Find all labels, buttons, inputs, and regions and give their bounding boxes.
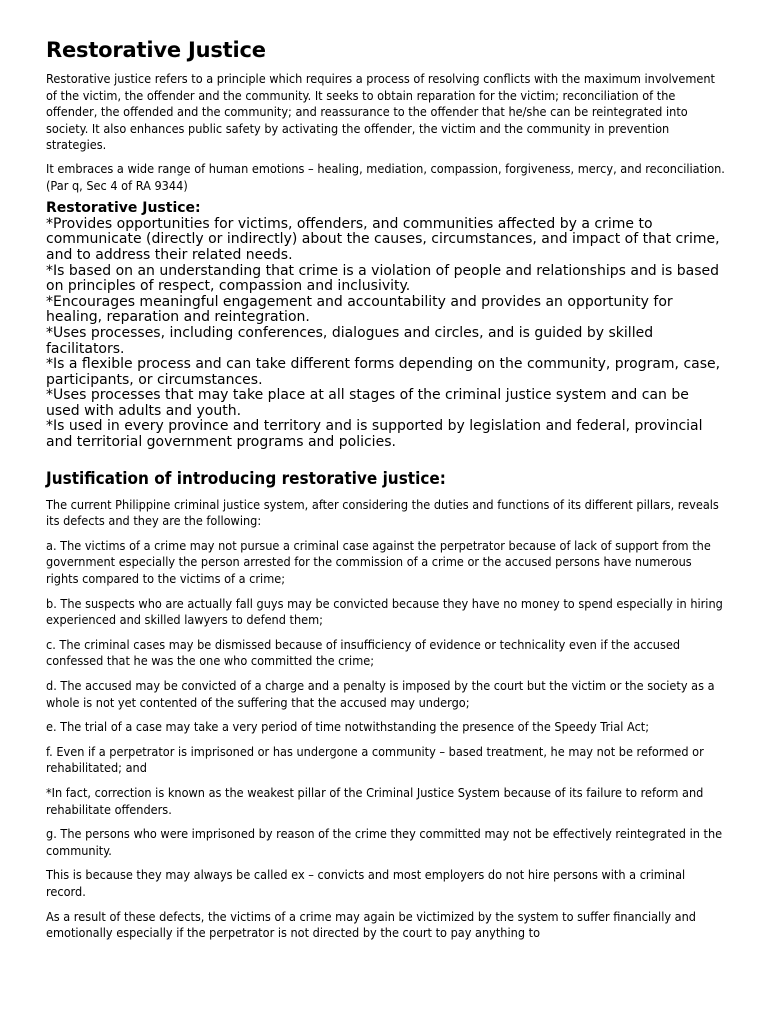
list-item: *Is based on an understanding that crime is a violation of people and relationships and is based on principles of respect, compassion and inclusivity. xyxy=(46,262,720,295)
intro-paragraph: It embraces a wide range of human emotions – healing, mediation, compassion, forgiveness, mercy, and reconciliation. (Par q, Sec 4 of RA 9344) xyxy=(46,160,725,193)
document-page xyxy=(46,36,726,950)
lead-paragraph: The current Philippine criminal justice system, after considering the duties and functions of its different pillars, reveals its defects and they are the following: xyxy=(46,496,719,529)
list-item: e. The trial of a case may take a very period of time notwithstanding the presence of the Speedy Trial Act; xyxy=(46,719,650,735)
body-paragraph: This is because they may always be called ex – convicts and most employers do not hire persons with a criminal record. xyxy=(46,867,686,899)
intro-paragraph: Restorative justice refers to a principle which requires a process of resolving conflicts with the maximum involvement of the victim, the offender and the community. It seeks to obtain reparation for the victim; reconciliation of the offender, the offended and the community; and reassurance to the offender that he/she can be reintegrated into society. It also enhances public safety by activating the offender, the victim and the community in prevention strategies. xyxy=(46,71,715,153)
list-item: *Provides opportunities for victims, offenders, and communities affected by a crime to communicate (directly or indirectly) about the causes, circumstances, and impact of that crime, and to address their related needs. xyxy=(46,215,720,263)
list-item: *Is a flexible process and can take different forms depending on the community, program, case, participants, or circumstances. xyxy=(46,356,721,388)
note-paragraph: *In fact, correction is known as the weakest pillar of the Criminal Justice System because of its failure to reform and rehabilitate offenders. xyxy=(46,784,704,817)
list-item: *Encourages meaningful engagement and accountability and provides an opportunity for healing, reparation and reintegration. xyxy=(46,293,673,326)
list-item: *Uses processes that may take place at all stages of the criminal justice system and can be used with adults and youth. xyxy=(46,387,689,419)
restorative-justice-list xyxy=(46,201,726,451)
section-heading: Justification of introducing restorative justice: xyxy=(46,468,446,489)
page-title: Restorative Justice xyxy=(46,38,266,62)
list-item: g. The persons who were imprisoned by reason of the crime they committed may not be effectively reintegrated in the community. xyxy=(46,826,723,858)
list-item: b. The suspects who are actually fall guys may be convicted because they have no money to spend especially in hiring experienced and skilled lawyers to defend them; xyxy=(46,595,723,628)
list-item: c. The criminal cases may be dismissed because of insufficiency of evidence or technicality even if the accused confessed that he was the one who committed the crime; xyxy=(46,636,681,669)
list-item: d. The accused may be convicted of a charge and a penalty is imposed by the court but the victim or the society as a whole is not yet contented of the suffering that the accused may undergo; xyxy=(46,678,715,710)
list-item: *Is used in every province and territory and is supported by legislation and federal, provincial and territorial government programs and policies. xyxy=(46,418,703,451)
body-paragraph: As a result of these defects, the victims of a crime may again be victimized by the system to suffer financially and emotionally especially if the perpetrator is not directed by the court to pay anything to xyxy=(46,908,696,941)
section-heading: Restorative Justice: xyxy=(46,200,201,217)
list-item: f. Even if a perpetrator is imprisoned or has undergone a community – based treatment, he may not be reformed or rehabilitated; and xyxy=(46,743,704,776)
list-item: *Uses processes, including conferences, dialogues and circles, and is guided by skilled facilitators. xyxy=(46,324,654,357)
list-item: a. The victims of a crime may not pursue a criminal case against the perpetrator because of lack of support from the government especially the person arrested for the commission of a crime or the accused persons have numerous rights compared to the victims of a crime; xyxy=(46,537,711,587)
